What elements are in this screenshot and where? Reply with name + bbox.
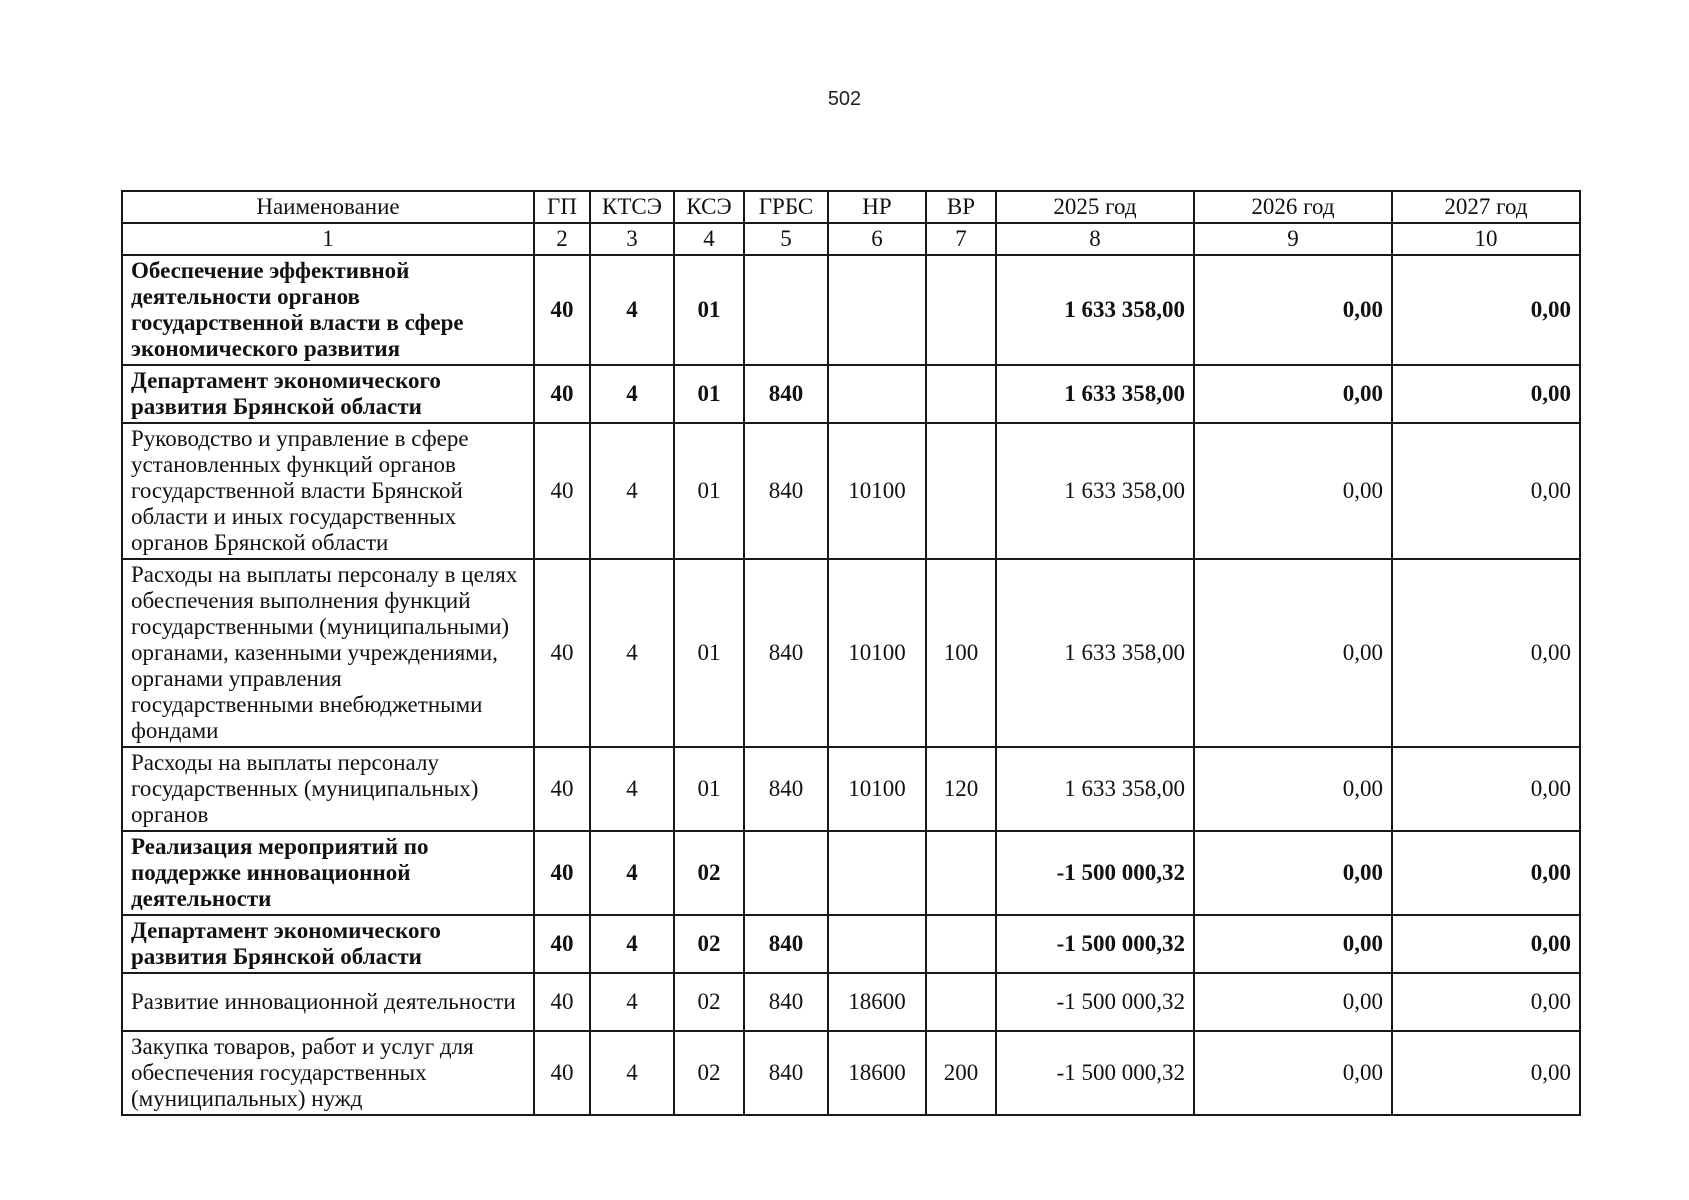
cell-2026: 0,00: [1194, 831, 1392, 915]
cell-grbs: 840: [744, 423, 828, 559]
cell-2027: 0,00: [1392, 1031, 1580, 1115]
cell-ktse: 4: [590, 973, 674, 1031]
header-name: Наименование: [122, 191, 534, 223]
cell-grbs: 840: [744, 973, 828, 1031]
column-index: 5: [744, 223, 828, 255]
cell-nr: [828, 365, 926, 423]
cell-2027: 0,00: [1392, 973, 1580, 1031]
cell-gp: 40: [534, 255, 590, 365]
page-number: 502: [827, 88, 862, 110]
budget-table: [121, 190, 1581, 1116]
cell-kse: 02: [674, 973, 744, 1031]
cell-grbs: [744, 831, 828, 915]
cell-name: Руководство и управление в сфере установленных функций органов государственной власти Брянской области и иных государственных органов Брянской области: [122, 423, 534, 559]
cell-gp: 40: [534, 831, 590, 915]
cell-gp: 40: [534, 365, 590, 423]
cell-name: Расходы на выплаты персоналу государственных (муниципальных) органов: [122, 747, 534, 831]
cell-nr: 18600: [828, 973, 926, 1031]
cell-grbs: 840: [744, 915, 828, 973]
column-index: 9: [1194, 223, 1392, 255]
column-index: 8: [996, 223, 1194, 255]
cell-2027: 0,00: [1392, 831, 1580, 915]
cell-kse: 01: [674, 255, 744, 365]
table-row: [122, 559, 1580, 747]
cell-vr: 200: [926, 1031, 996, 1115]
table-body: [122, 255, 1580, 1115]
cell-2027: 0,00: [1392, 365, 1580, 423]
cell-nr: [828, 255, 926, 365]
cell-2025: -1 500 000,32: [996, 973, 1194, 1031]
cell-name: Реализация мероприятий по поддержке инновационной деятельности: [122, 831, 534, 915]
cell-ktse: 4: [590, 1031, 674, 1115]
cell-name: Расходы на выплаты персоналу в целях обеспечения выполнения функций государственными (муниципальными) органами, казенными учреждениями, органами управления государственными внебюджетными фондами: [122, 559, 534, 747]
cell-2025: -1 500 000,32: [996, 1031, 1194, 1115]
cell-2025: 1 633 358,00: [996, 559, 1194, 747]
cell-2026: 0,00: [1194, 423, 1392, 559]
cell-2027: 0,00: [1392, 747, 1580, 831]
header-grbs: ГРБС: [744, 191, 828, 223]
cell-kse: 02: [674, 1031, 744, 1115]
cell-ktse: 4: [590, 747, 674, 831]
cell-ktse: 4: [590, 915, 674, 973]
cell-name: Департамент экономического развития Брянской области: [122, 915, 534, 973]
cell-grbs: [744, 255, 828, 365]
column-index: 10: [1392, 223, 1580, 255]
cell-name: Закупка товаров, работ и услуг для обеспечения государственных (муниципальных) нужд: [122, 1031, 534, 1115]
header-2025: 2025 год: [996, 191, 1194, 223]
table-row: [122, 831, 1580, 915]
cell-2025: -1 500 000,32: [996, 915, 1194, 973]
cell-vr: [926, 255, 996, 365]
cell-kse: 02: [674, 915, 744, 973]
cell-kse: 01: [674, 423, 744, 559]
header-kse: КСЭ: [674, 191, 744, 223]
cell-2027: 0,00: [1392, 255, 1580, 365]
column-index-row: [122, 223, 1580, 255]
cell-kse: 01: [674, 559, 744, 747]
cell-vr: 120: [926, 747, 996, 831]
cell-2026: 0,00: [1194, 255, 1392, 365]
cell-gp: 40: [534, 747, 590, 831]
cell-nr: [828, 831, 926, 915]
cell-2027: 0,00: [1392, 915, 1580, 973]
cell-2026: 0,00: [1194, 973, 1392, 1031]
cell-2025: 1 633 358,00: [996, 365, 1194, 423]
table-row: [122, 1031, 1580, 1115]
cell-ktse: 4: [590, 559, 674, 747]
header-vr: ВР: [926, 191, 996, 223]
header-2026: 2026 год: [1194, 191, 1392, 223]
table-row: [122, 255, 1580, 365]
cell-name: Департамент экономического развития Брянской области: [122, 365, 534, 423]
cell-kse: 01: [674, 365, 744, 423]
header-gp: ГП: [534, 191, 590, 223]
cell-vr: [926, 365, 996, 423]
cell-2026: 0,00: [1194, 365, 1392, 423]
cell-vr: [926, 915, 996, 973]
cell-2027: 0,00: [1392, 559, 1580, 747]
cell-2026: 0,00: [1194, 747, 1392, 831]
table-row: [122, 423, 1580, 559]
header-row: [122, 191, 1580, 223]
cell-ktse: 4: [590, 255, 674, 365]
cell-vr: [926, 973, 996, 1031]
cell-2025: 1 633 358,00: [996, 423, 1194, 559]
cell-gp: 40: [534, 423, 590, 559]
column-index: 7: [926, 223, 996, 255]
column-index: 4: [674, 223, 744, 255]
cell-2027: 0,00: [1392, 423, 1580, 559]
table-row: [122, 365, 1580, 423]
cell-name: Развитие инновационной деятельности: [122, 973, 534, 1031]
table-row: [122, 915, 1580, 973]
cell-gp: 40: [534, 559, 590, 747]
cell-vr: [926, 423, 996, 559]
cell-gp: 40: [534, 1031, 590, 1115]
cell-nr: 10100: [828, 559, 926, 747]
cell-nr: 10100: [828, 747, 926, 831]
cell-ktse: 4: [590, 365, 674, 423]
cell-kse: 02: [674, 831, 744, 915]
table-row: [122, 747, 1580, 831]
column-index: 2: [534, 223, 590, 255]
cell-gp: 40: [534, 915, 590, 973]
column-index: 1: [122, 223, 534, 255]
header-ktse: КТСЭ: [590, 191, 674, 223]
cell-2025: 1 633 358,00: [996, 255, 1194, 365]
table-row: [122, 973, 1580, 1031]
column-index: 3: [590, 223, 674, 255]
column-index: 6: [828, 223, 926, 255]
cell-vr: 100: [926, 559, 996, 747]
cell-kse: 01: [674, 747, 744, 831]
header-nr: НР: [828, 191, 926, 223]
cell-grbs: 840: [744, 365, 828, 423]
cell-vr: [926, 831, 996, 915]
cell-gp: 40: [534, 973, 590, 1031]
header-2027: 2027 год: [1392, 191, 1580, 223]
cell-2026: 0,00: [1194, 559, 1392, 747]
cell-ktse: 4: [590, 831, 674, 915]
cell-grbs: 840: [744, 747, 828, 831]
cell-2025: 1 633 358,00: [996, 747, 1194, 831]
cell-nr: [828, 915, 926, 973]
cell-name: Обеспечение эффективной деятельности органов государственной власти в сфере экономического развития: [122, 255, 534, 365]
cell-nr: 18600: [828, 1031, 926, 1115]
cell-2025: -1 500 000,32: [996, 831, 1194, 915]
cell-grbs: 840: [744, 1031, 828, 1115]
cell-2026: 0,00: [1194, 915, 1392, 973]
cell-grbs: 840: [744, 559, 828, 747]
cell-nr: 10100: [828, 423, 926, 559]
cell-2026: 0,00: [1194, 1031, 1392, 1115]
cell-ktse: 4: [590, 423, 674, 559]
